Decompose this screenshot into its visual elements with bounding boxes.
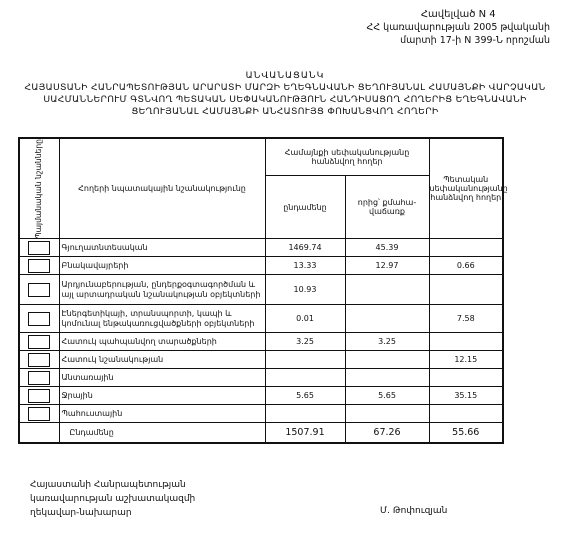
document-title (0, 70, 570, 118)
header-total: ընդամենը (265, 176, 345, 239)
land-label: Բնակավայրերի (59, 257, 265, 275)
value-total: 1469.74 (265, 239, 345, 257)
land-label: Պահուստային (59, 405, 265, 423)
total-row (19, 423, 503, 443)
value-total: 5.65 (265, 387, 345, 405)
signature-line-3: ղեկավար-նախարար (30, 508, 132, 518)
value-sub: 5.65 (345, 387, 429, 405)
title-line-2: ՀԱՅԱՍՏԱՆԻ ՀԱՆՐԱՊԵՏՈՒԹՅԱՆ ԱՐԱՐԱՏԻ ՄԱՐԶԻ ԵՂԵԳՆԱՎԱՆԻ ՑԵՂՈՒՅԱՆԱԼ ՀԱՄԱՅՆՔԻ ՎԱՐՉԱԿԱՆ (24, 82, 546, 93)
table-row (19, 239, 503, 257)
land-label: Արդյունաբերության, ընդերքօգտագործման և այլ արտադրական նշանակության օբյեկտների (59, 275, 265, 305)
header-land-purpose: Հողերի նպատակային նշանակությունը (59, 138, 265, 239)
signature-line-2: կառավարության աշխատակազմի (30, 494, 196, 504)
grand-sub: 67.26 (345, 423, 429, 443)
value-state: 12.15 (429, 351, 503, 369)
value-sub (345, 405, 429, 423)
header-state-transfer: Պետական սեփականությանը հանձնվող հողեր (429, 138, 503, 239)
title-line-1: ԱՆՎԱՆԱՑԱՆԿ (245, 70, 325, 81)
value-total (265, 351, 345, 369)
value-total (265, 369, 345, 387)
table-row (19, 387, 503, 405)
header-symbol: Պայմանական նշանները (19, 138, 59, 239)
land-table (18, 137, 508, 444)
symbol-box (28, 259, 50, 273)
header-community-transfer: Համայնքի սեփականությանը հանձնվող հողեր (265, 138, 429, 176)
symbol-box (28, 283, 50, 297)
symbol-box (28, 335, 50, 349)
value-total: 3.25 (265, 333, 345, 351)
symbol-box (28, 389, 50, 403)
symbol-cell (19, 387, 59, 405)
title-line-4: ՑԵՂՈՒՅԱՆԱԼ ՀԱՄԱՅՆՔԻ ԱՆՀԱՏՈՒՅՑ ՓՈԽԱՆՑՎՈՂ ՀՈՂԵՐԻ (131, 106, 439, 117)
appendix-header (367, 8, 550, 47)
symbol-cell (19, 257, 59, 275)
value-sub (345, 275, 429, 305)
symbol-cell (19, 423, 59, 443)
table-row (19, 369, 503, 387)
value-sub: 12.97 (345, 257, 429, 275)
symbol-cell (19, 333, 59, 351)
signatory-name: Մ. Թոփուզյան (380, 506, 448, 516)
value-state (429, 239, 503, 257)
header-of-which: որից՝ քմահա-վաճառք (345, 176, 429, 239)
table-row (19, 351, 503, 369)
value-sub (345, 351, 429, 369)
total-label: Ընդամենը (59, 423, 265, 443)
signature-line-1: Հայաստանի Հանրապետության (30, 480, 186, 490)
symbol-cell (19, 275, 59, 305)
grand-total: 1507.91 (265, 423, 345, 443)
value-sub: 3.25 (345, 333, 429, 351)
table-row (19, 275, 503, 305)
value-state: 35.15 (429, 387, 503, 405)
value-state (429, 405, 503, 423)
symbol-box (28, 407, 50, 421)
land-label: Հատուկ պահպանվող տարածքների (59, 333, 265, 351)
value-state: 7.58 (429, 305, 503, 333)
symbol-cell (19, 369, 59, 387)
symbol-box (28, 371, 50, 385)
appendix-date: մարտի 17-ի N 399-Ն որոշման (400, 35, 550, 46)
table-row (19, 405, 503, 423)
table-row (19, 333, 503, 351)
value-sub (345, 305, 429, 333)
table-row (19, 257, 503, 275)
land-label: Անտառային (59, 369, 265, 387)
value-total: 0.01 (265, 305, 345, 333)
symbol-box (28, 353, 50, 367)
appendix-number: Հավելված N 4 (420, 9, 496, 20)
value-state: 0.66 (429, 257, 503, 275)
title-line-3: ՍԱՀՄԱՆՆԵՐՈՒՄ ԳՏՆՎՈՂ ՊԵՏԱԿԱՆ ՍԵՓԱԿԱՆՈՒԹՅՈՒՆ ՀԱՆԴԻՍԱՑՈՂ ՀՈՂԵՐԻՑ ԵՂԵԳՆԱՎԱՆԻ (43, 94, 527, 105)
land-label: Գյուղատնտեսական (59, 239, 265, 257)
appendix-decision: ՀՀ կառավարության 2005 թվականի (366, 22, 550, 33)
symbol-cell (19, 239, 59, 257)
symbol-cell (19, 305, 59, 333)
value-sub: 45.39 (345, 239, 429, 257)
value-state (429, 333, 503, 351)
land-label: Էներգետիկայի, տրանսպորտի, կապի և կոմունալ ենթակառուցվածքների օբյեկտների (59, 305, 265, 333)
signature-block (30, 478, 195, 520)
grand-state: 55.66 (429, 423, 503, 443)
value-total: 10.93 (265, 275, 345, 305)
value-sub (345, 369, 429, 387)
symbol-cell (19, 405, 59, 423)
table-row (19, 305, 503, 333)
land-label: Հատուկ նշանակության (59, 351, 265, 369)
value-state (429, 369, 503, 387)
symbol-cell (19, 351, 59, 369)
symbol-box (28, 312, 50, 326)
value-total (265, 405, 345, 423)
land-label: Ջրային (59, 387, 265, 405)
value-state (429, 275, 503, 305)
symbol-box (28, 241, 50, 255)
value-total: 13.33 (265, 257, 345, 275)
